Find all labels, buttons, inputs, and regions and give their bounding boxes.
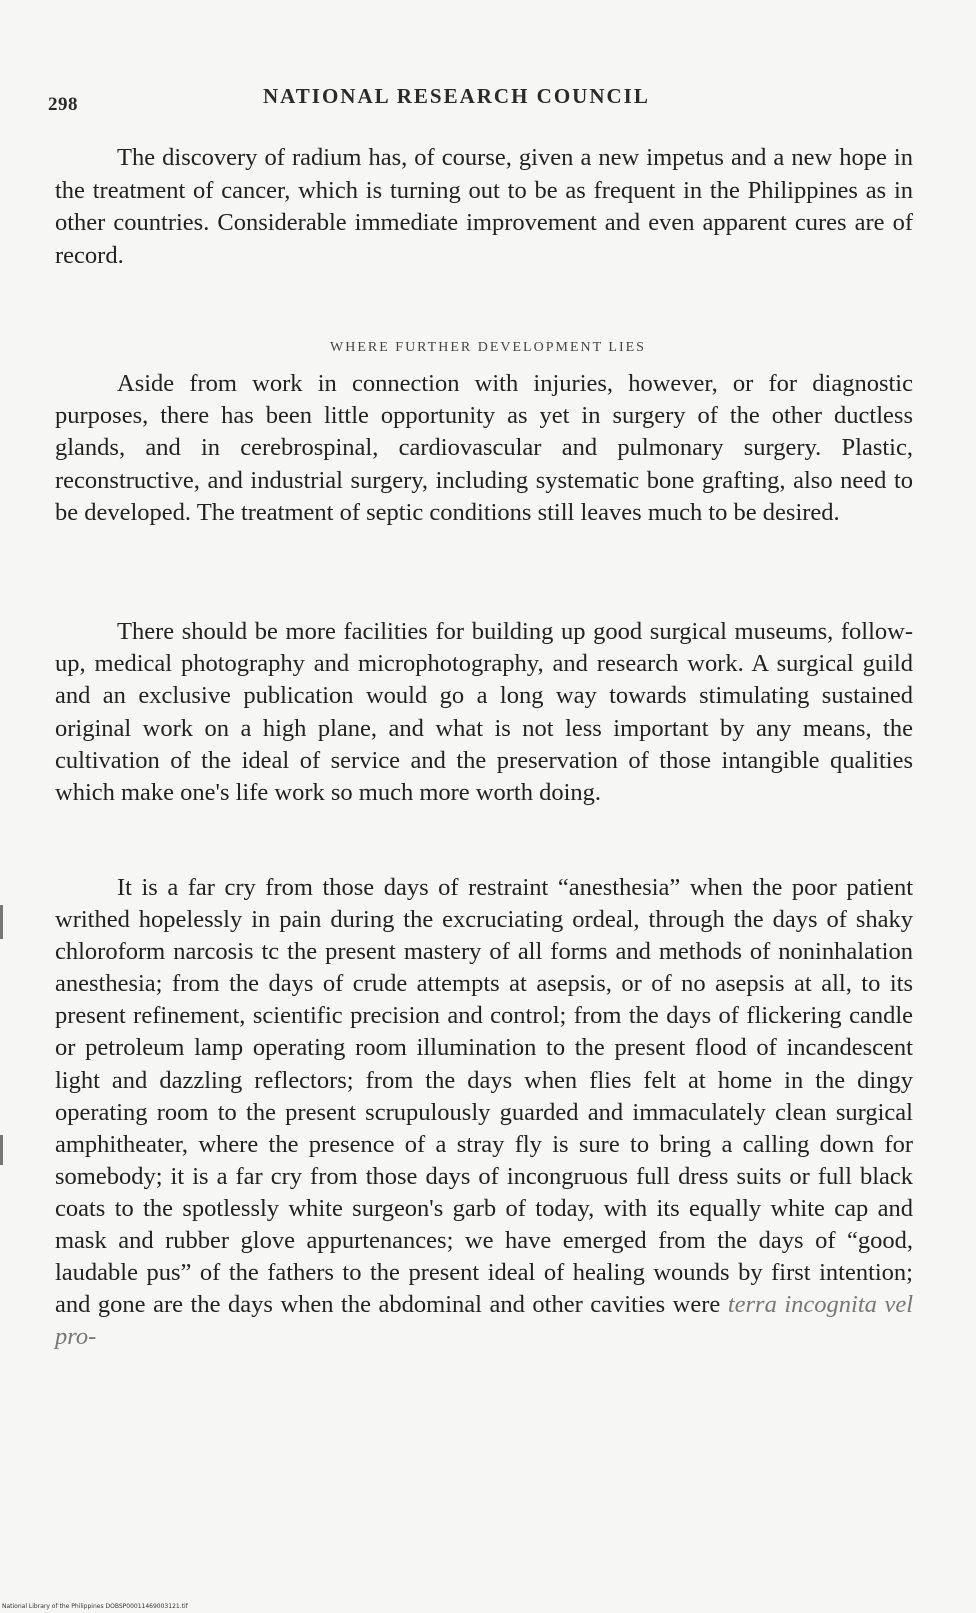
paragraph-block-3: [55, 616, 913, 809]
page-number: 298: [48, 94, 78, 115]
paragraph-further-development: Aside from work in connection with injuries, however, or for diagnostic purposes, there has been little opportunity as yet in surgery of the other ductless glands, and in cerebrospinal, cardiovascular and pulmonary surgery. Plastic, reconstructive, and industrial surgery, including systematic bone grafting, also need to be developed. The treatment of septic conditions still leaves much to be desired.: [55, 370, 913, 526]
section-heading: WHERE FURTHER DEVELOPMENT LIES: [330, 340, 646, 355]
paragraph-far-cry: [55, 872, 913, 1353]
paragraph-radium: The discovery of radium has, of course, given a new impetus and a new hope in the treatment of cancer, which is turning out to be as frequent in the Philippines as in other countries. Considerable immediate improvement and even apparent cures are of record.: [55, 144, 913, 269]
running-head: NATIONAL RESEARCH COUNCIL: [263, 84, 650, 108]
scan-edge-mark-upper: [0, 905, 3, 939]
scan-edge-mark-lower: [0, 1135, 3, 1165]
page-header: [48, 84, 914, 118]
paragraph-facilities: There should be more facilities for building up good surgical museums, follow-up, medical photography and microphotography, and research work. A surgical guild and an exclusive publication would go a long way towards stimulating sustained original work on a high plane, and what is not less important by any means, the cultivation of the ideal of service and the preservation of those intangible qualities which make one's life work so much more worth doing.: [55, 618, 913, 807]
paragraph-far-cry-main: It is a far cry from those days of restraint “anesthesia” when the poor patient writhed hopelessly in pain during the excruciating ordeal, through the days of shaky chloroform narcosis tc the present mastery of all forms and methods of noninhalation anesthesia; from the days of crude attempts at asepsis, or of no asepsis at all, to its present refinement, scientific precision and control; from the days of flickering candle or petroleum lamp operating room illumination to the present flood of incandescent light and dazzling reflectors; from the days when flies felt at home in the dingy operating room to the present scrupulously guarded and immaculately clean surgical amphitheater, where the presence of a stray fly is sure to bring a calling down for somebody; it is a far cry from those days of incongruous full dress suits or full black coats to the spotlessly white surgeon's garb of today, with its equally white cap and mask and rubber glove appurtenances; we have emerged from the days of “good, laudable pus” of the fathers to the present ideal of healing wounds by first intention; and gone are the days when the abdominal and other cavities were: [55, 874, 913, 1319]
scan-credit-footer: National Library of the Philippines DOBSP00011469003121.tif: [2, 1603, 188, 1610]
paragraph-block-4: [55, 872, 913, 1353]
paragraph-block-2: [55, 368, 913, 529]
intro-paragraph-block: [55, 142, 913, 272]
paragraph-far-cry-italic: terra incognita vel pro-: [55, 1291, 913, 1351]
